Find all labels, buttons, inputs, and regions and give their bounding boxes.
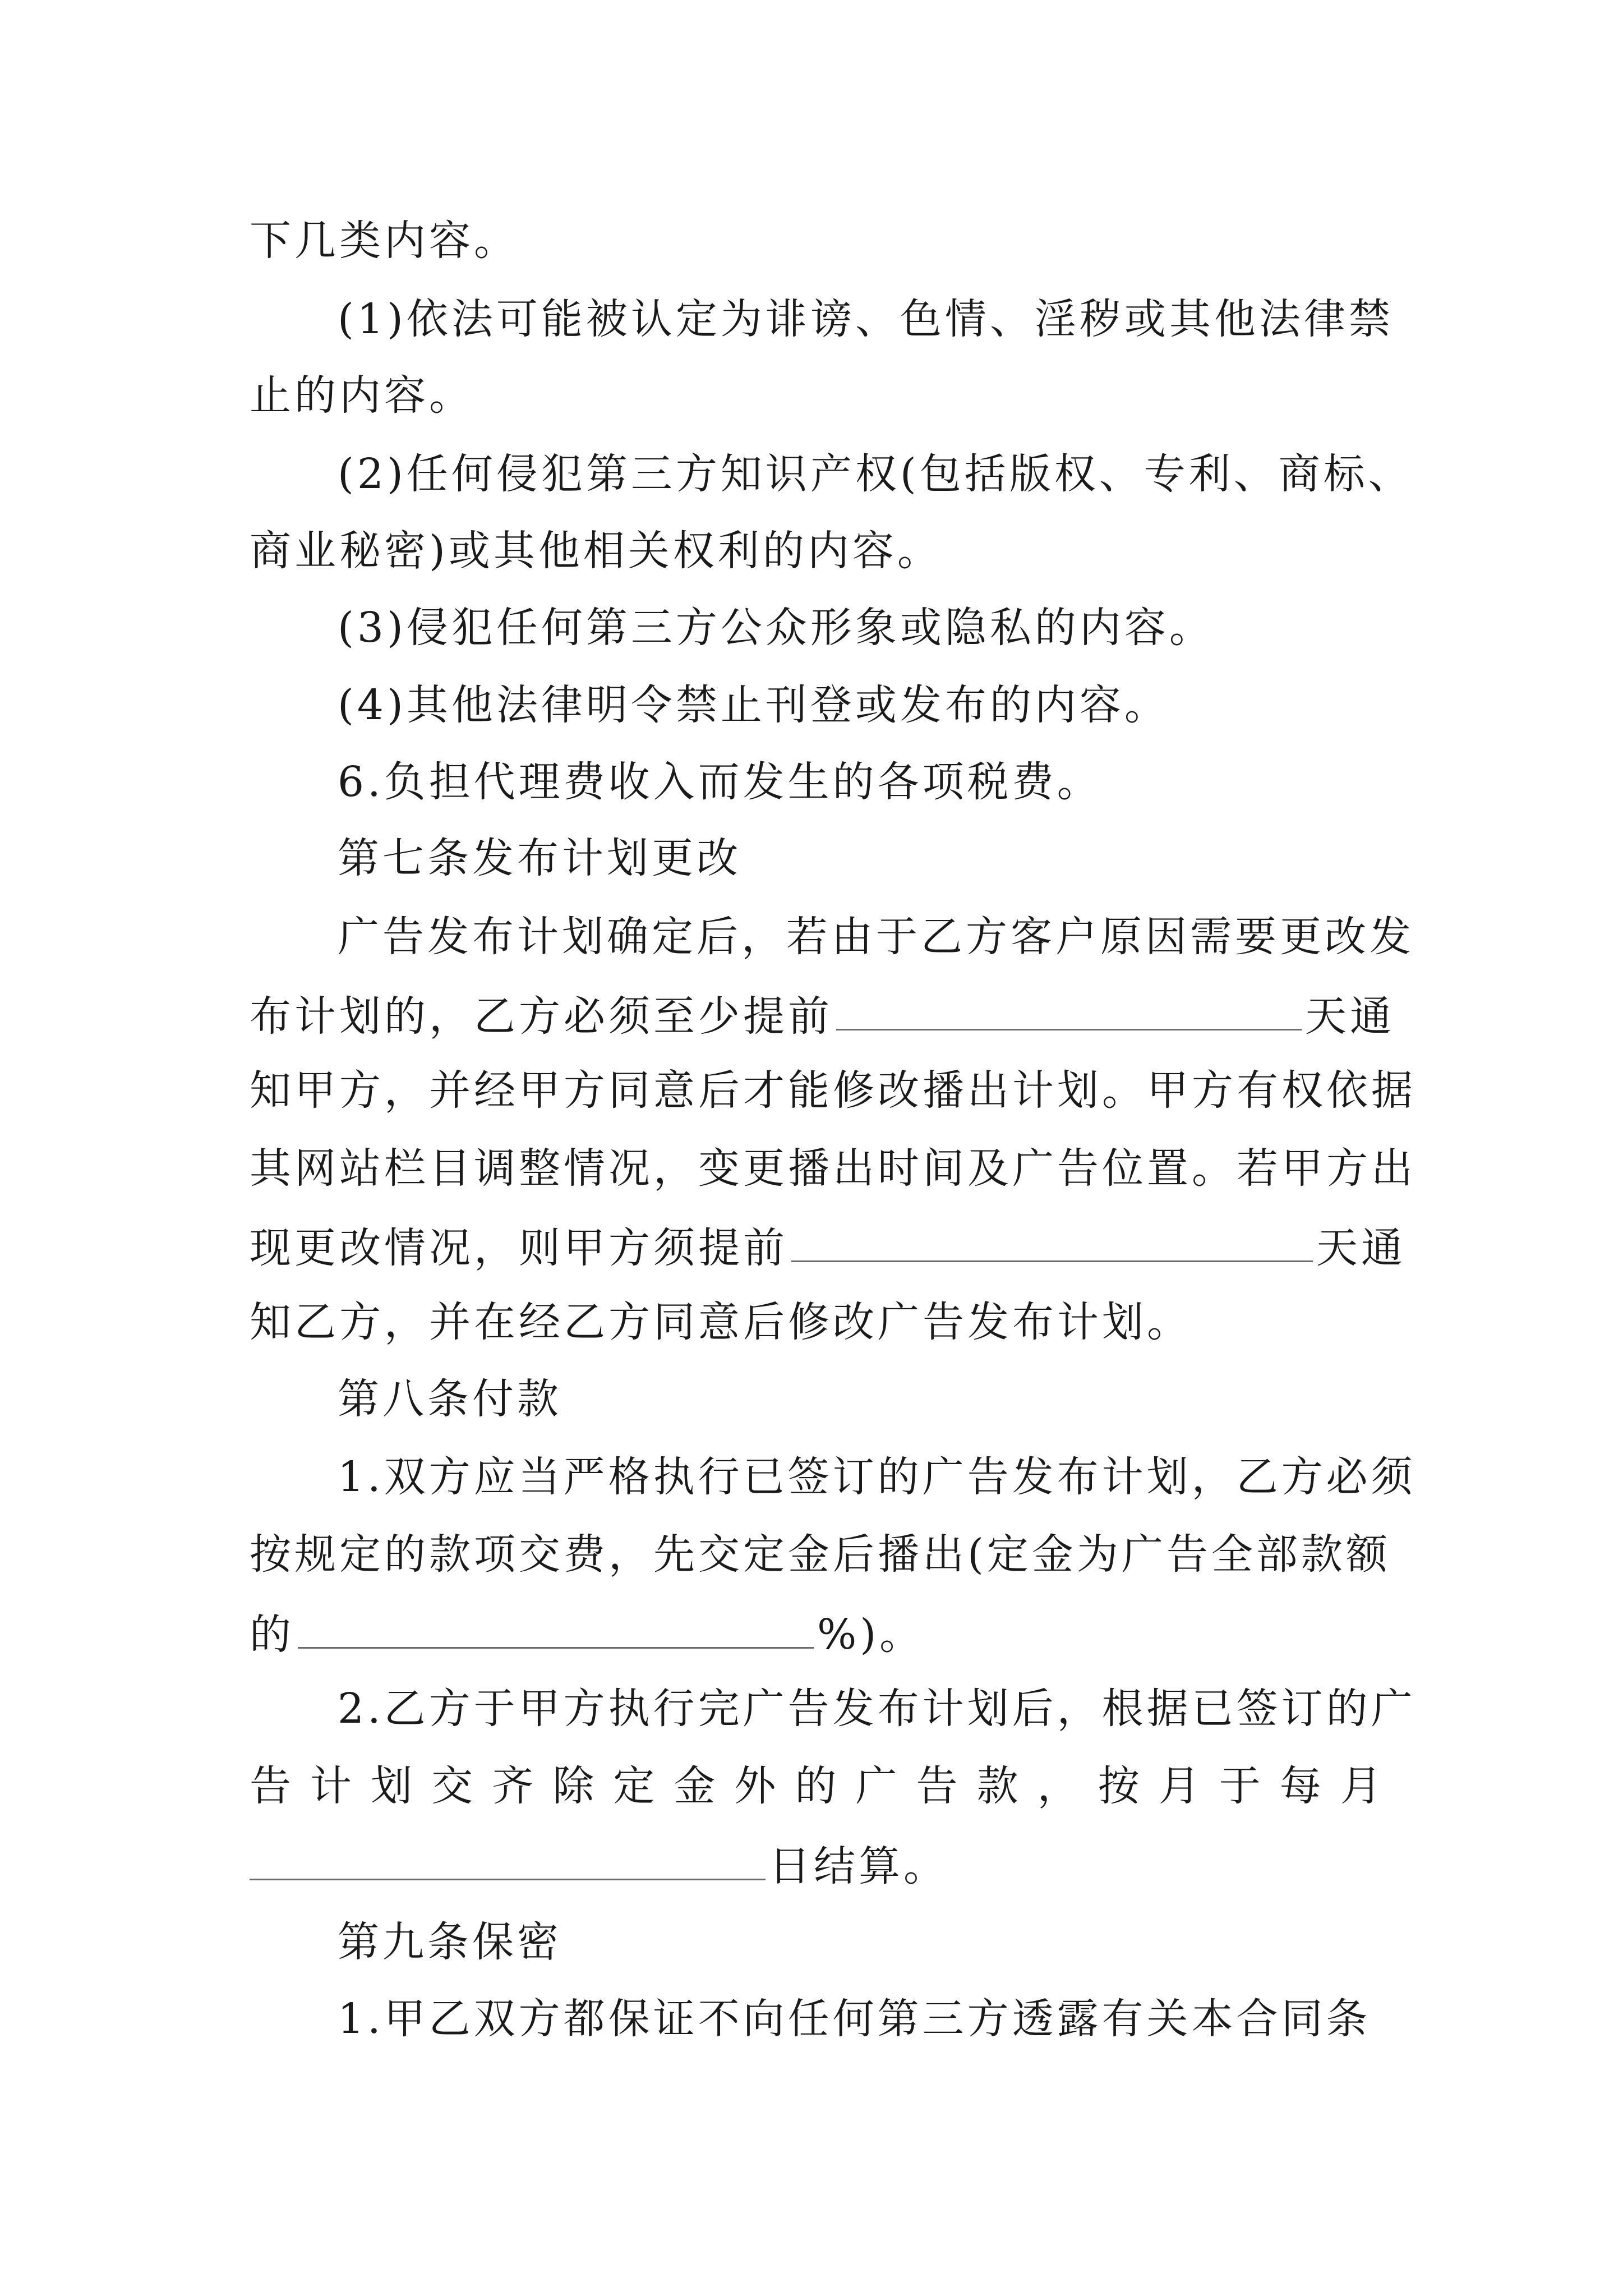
paragraph-line: 的 %)。	[250, 1611, 925, 1659]
paragraph-line: 知乙方，并在经乙方同意后修改广告发布计划。	[250, 1298, 1192, 1346]
paragraph-line: 商业秘密)或其他相关权利的内容。	[250, 527, 942, 575]
list-item-line: 1.双方应当严格执行已签订的广告发布计划，乙方必须	[338, 1453, 1416, 1501]
paragraph-line: 知甲方，并经甲方同意后才能修改播出计划。甲方有权依据	[250, 1066, 1416, 1115]
fill-in-blank[interactable]	[791, 1225, 1313, 1262]
paragraph-line: 布计划的，乙方必须至少提前 天通	[250, 992, 1395, 1041]
list-item-line: 1.甲乙双方都保证不向任何第三方透露有关本合同条	[338, 1995, 1371, 2043]
fill-in-blank[interactable]	[298, 1611, 814, 1649]
paragraph-line: 日结算。	[250, 1843, 948, 1887]
fill-in-blank[interactable]	[836, 993, 1302, 1030]
paragraph-line: 现更改情况，则甲方须提前 天通	[250, 1224, 1406, 1272]
section-heading: 第七条发布计划更改	[338, 834, 741, 882]
list-item-line: 6.负担代理费收入而发生的各项税费。	[338, 758, 1102, 806]
paragraph-line: 广告发布计划确定后，若由于乙方客户原因需要更改发	[338, 913, 1414, 961]
paragraph-line: 下几类内容。	[250, 217, 519, 265]
paragraph-line: 止的内容。	[250, 371, 474, 420]
list-item-line: 2.乙方于甲方执行完广告发布计划后，根据已签订的广	[338, 1685, 1416, 1733]
list-item-line: (4)其他法律明令禁止刊登或发布的内容。	[338, 681, 1169, 729]
list-item-line: (1)依法可能被认定为诽谤、色情、淫秽或其他法律禁	[338, 295, 1394, 343]
fill-in-blank[interactable]	[250, 1843, 766, 1880]
section-heading: 第九条保密	[338, 1918, 562, 1966]
justified-line: 告 计 划 交 齐 除 定 金 外 的 广 告 款 ， 按 月 于 每 月	[250, 1762, 1385, 1810]
list-item-line: (2)任何侵犯第三方知识产权(包括版权、专利、商标、	[338, 450, 1413, 498]
list-item-line: (3)侵犯任何第三方公众形象或隐私的内容。	[338, 604, 1214, 652]
paragraph-line: 其网站栏目调整情况，变更播出时间及广告位置。若甲方出	[250, 1144, 1416, 1193]
paragraph-line: 按规定的款项交费，先交定金后播出(定金为广告全部款额	[250, 1530, 1391, 1579]
section-heading: 第八条付款	[338, 1375, 562, 1423]
